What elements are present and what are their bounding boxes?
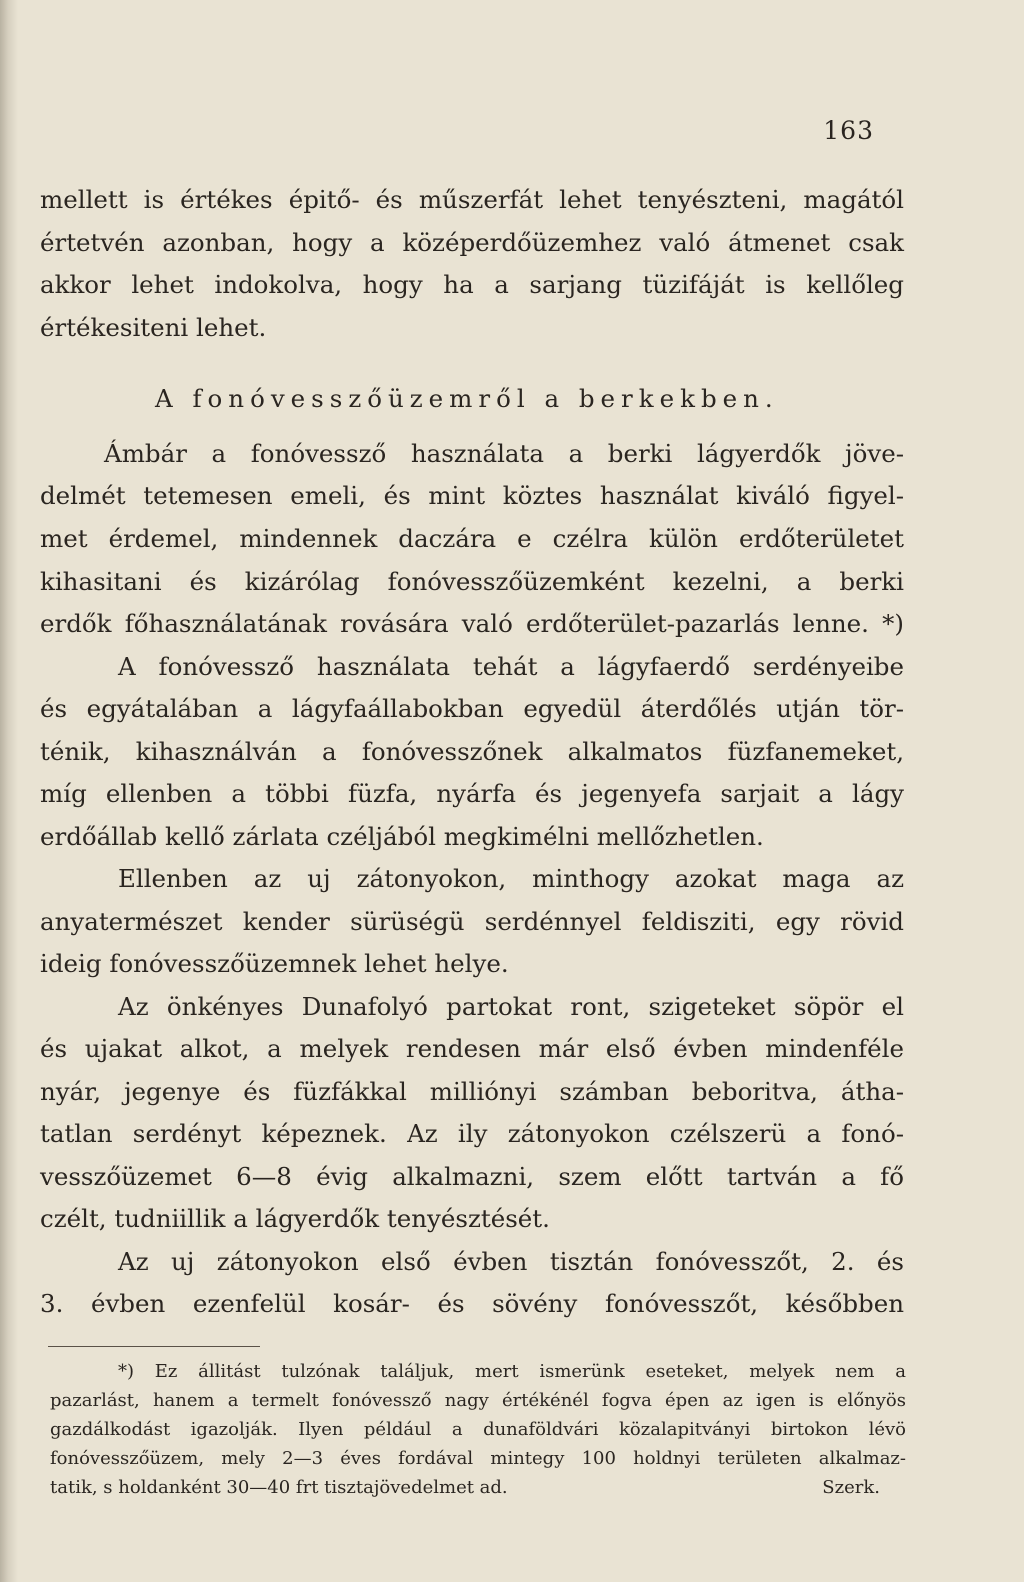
text-line: és ujakat alkot, a melyek rendesen már első évben mindenféle [40,1034,904,1063]
text-line: és egyátalában a lágyfaállabokban egyedül áterdőlés utján tör- [40,694,904,723]
text-line: ideig fonóvesszőüzemnek lehet helye. [40,949,509,978]
text-line: erdőállab kellő zárlata czéljából megkimélni mellőzhetlen. [40,822,764,851]
text-line: tatlan serdényt képeznek. Az ily zátonyokon czélszerü a fonó- [40,1119,904,1148]
text-line: Az uj zátonyokon első évben tisztán fonóvesszőt, 2. és [118,1247,904,1276]
text-line: 3. évben ezenfelül kosár- és sövény fonóvesszőt, későbben [40,1289,904,1318]
page-number: 163 [823,116,874,145]
footnote-line: pazarlást, hanem a termelt fonóvessző nagy értékénél fogva épen az igen is előnyös [50,1390,906,1411]
text-line: erdők főhasználatának rovására való erdőterület-pazarlás lenne. *) [40,609,904,638]
text-line: kihasitani és kizárólag fonóvesszőüzemként kezelni, a berki [40,567,904,596]
text-line: anyatermészet kender sürüségü serdénnyel feldisziti, egy rövid [40,907,904,936]
section-heading: A fonóvesszőüzemről a berkekben. [155,384,779,413]
text-line: vesszőüzemet 6—8 évig alkalmazni, szem előtt tartván a fő [40,1162,904,1191]
text-line: nyár, jegenye és füzfákkal milliónyi számban beboritva, átha- [40,1077,904,1106]
page-spine-shadow [0,0,18,1582]
text-line: czélt, tudniillik a lágyerdők tenyésztését. [40,1204,550,1233]
text-line: míg ellenben a többi füzfa, nyárfa és jegenyefa sarjait a lágy [40,779,904,808]
footnote-line: *) Ez állitást tulzónak találjuk, mert ismerünk eseteket, melyek nem a [118,1361,906,1382]
text-line: értékesiteni lehet. [40,313,267,342]
text-line: Az önkényes Dunafolyó partokat ront, szigeteket söpör el [118,992,904,1021]
footnote-line: tatik, s holdanként 30—40 frt tisztajövedelmet ad. [50,1477,508,1498]
text-line: értetvén azonban, hogy a középerdőüzemhez való átmenet csak [40,228,904,257]
footnote-line: gazdálkodást igazolják. Ilyen például a dunaföldvári közalapitványi birtokon lévö [50,1419,906,1440]
text-line: Ellenben az uj zátonyokon, minthogy azokat maga az [118,864,904,893]
text-line: met érdemel, mindennek daczára e czélra külön erdőterületet [40,524,904,553]
text-line: A fonóvessző használata tehát a lágyfaerdő serdényeibe [118,652,904,681]
footnote-last-line [50,1474,906,1502]
text-line: delmét tetemesen emeli, és mint köztes használat kiváló figyel- [40,481,904,510]
footnote-separator [48,1346,260,1347]
text-line: ténik, kihasználván a fonóvesszőnek alkalmatos füzfanemeket, [40,737,904,766]
text-line: Ámbár a fonóvessző használata a berki lágyerdők jöve- [104,439,904,468]
text-line: akkor lehet indokolva, hogy ha a sarjang tüzifáját is kellőleg [40,270,904,299]
text-line: mellett is értékes épitő- és műszerfát lehet tenyészteni, magától [40,185,904,214]
footnote-signature: Szerk. [822,1477,880,1498]
footnote-line: fonóvesszőüzem, mely 2—3 éves fordával mintegy 100 holdnyi területen alkalmaz- [50,1448,906,1469]
